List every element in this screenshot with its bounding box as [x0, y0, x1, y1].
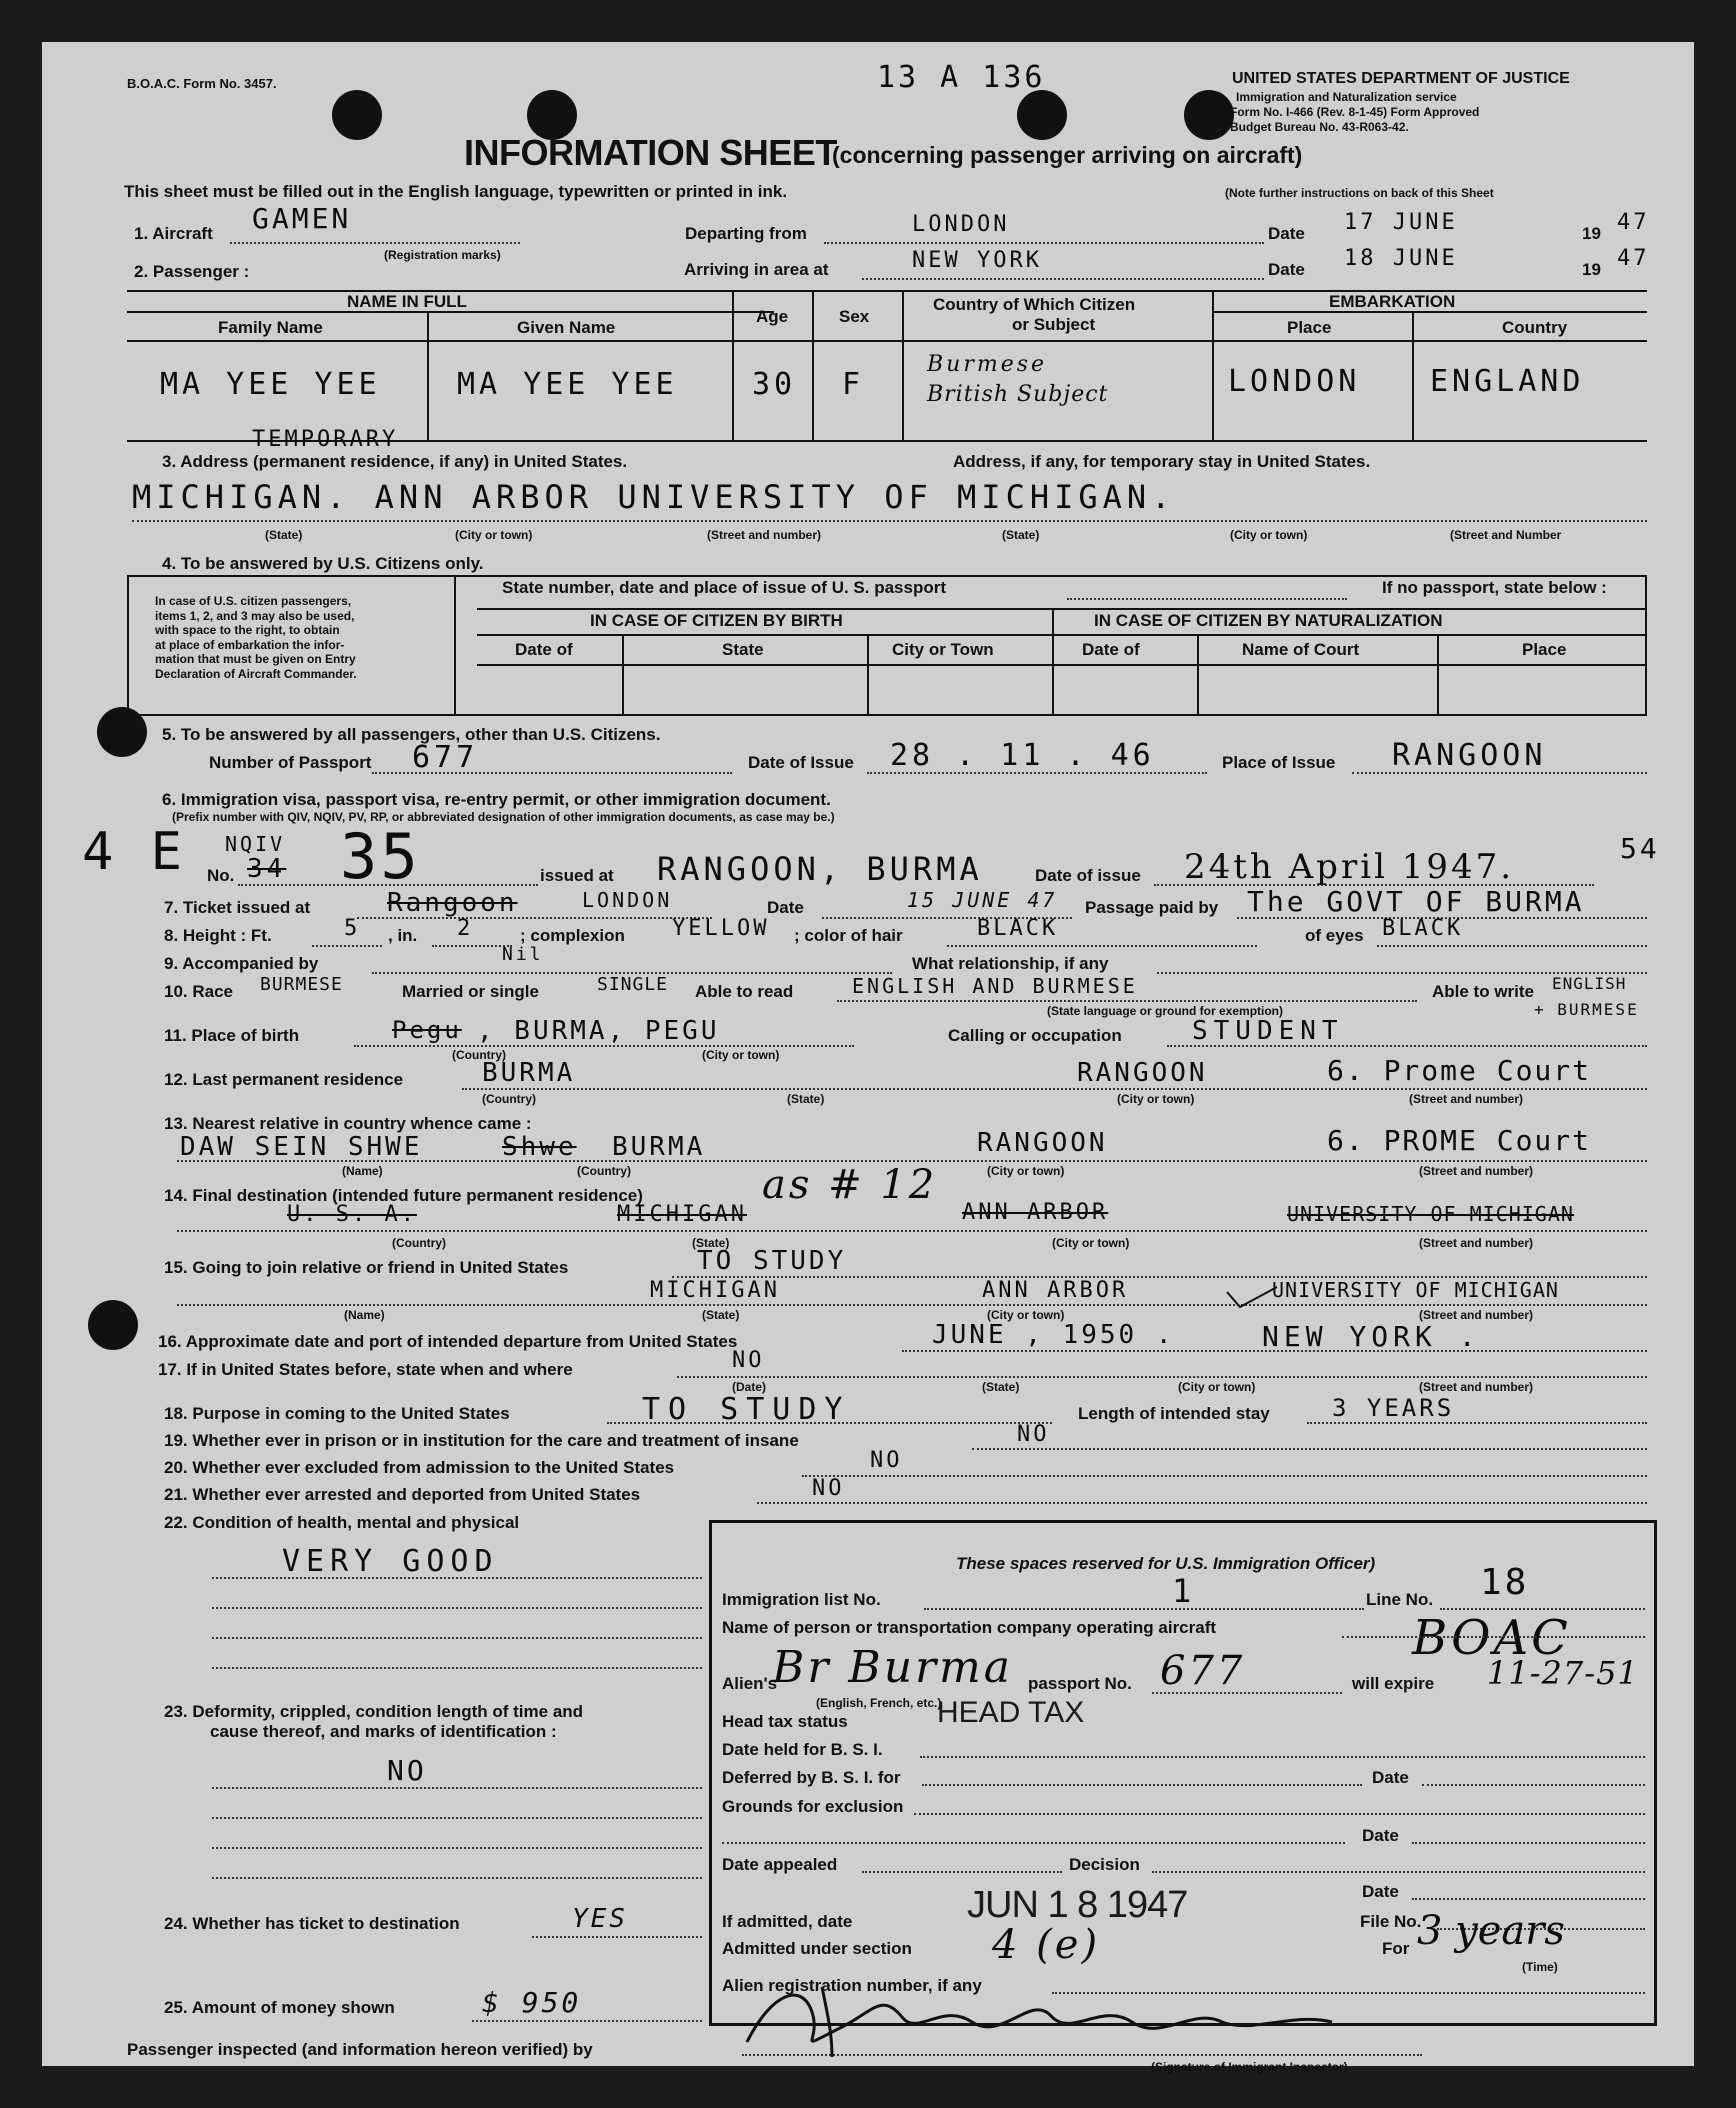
- issued-at-value: RANGOON, BURMA: [657, 850, 983, 888]
- sub-state: (State): [982, 1380, 1020, 1394]
- decision-date-label: Date: [1362, 1882, 1399, 1901]
- prison-label: 19. Whether ever in prison or in institution for the care and treatment of insane: [164, 1431, 799, 1450]
- grounds-date-label: Date: [1362, 1826, 1399, 1845]
- aircraft-label: 1. Aircraft: [134, 224, 213, 243]
- header-age: Age: [756, 307, 789, 326]
- punch-hole: [332, 90, 382, 140]
- agency-line: Immigration and Naturalization service: [1236, 90, 1457, 104]
- last-residence-street: 6. Prome Court: [1327, 1054, 1592, 1087]
- married-value: SINGLE: [597, 974, 669, 995]
- held-label: Date held for B. S. I.: [722, 1740, 883, 1759]
- address-label: 3. Address (permanent residence, if any) in United States.: [162, 452, 628, 471]
- birth-header: IN CASE OF CITIZEN BY BIRTH: [590, 611, 843, 630]
- arr-year: 47: [1617, 246, 1650, 271]
- sub-street: (Street and number): [707, 528, 822, 542]
- col-date-of: Date of: [515, 640, 573, 659]
- sub-city: (City or town): [1178, 1380, 1256, 1394]
- birth-value: , BURMA, PEGU: [477, 1016, 720, 1046]
- eyes-label: of eyes: [1305, 926, 1364, 945]
- sub-city: (City or town): [1117, 1092, 1195, 1106]
- arriving-label: Arriving in area at: [684, 260, 829, 279]
- birth-sub-city: (City or town): [702, 1048, 780, 1062]
- issue-date-value: 28 . 11 . 46: [890, 738, 1155, 773]
- read-label: Able to read: [695, 982, 794, 1001]
- issued-at-label: issued at: [540, 866, 614, 885]
- citizen-value-2: British Subject: [927, 382, 1109, 407]
- visa-date-label: Date of issue: [1035, 866, 1141, 885]
- section-label: Admitted under section: [722, 1939, 912, 1958]
- section-value: 4 (e): [992, 1922, 1101, 1968]
- deformity-label-2: cause thereof, and marks of identification :: [210, 1722, 557, 1741]
- col-name-of-court: Name of Court: [1242, 640, 1360, 659]
- language-sublabel: (English, French, etc.): [816, 1696, 942, 1710]
- sub-street: (Street and number): [1419, 1308, 1534, 1322]
- ticket-value: LONDON: [582, 888, 673, 912]
- punch-hole: [88, 1300, 138, 1350]
- registration-label: (Registration marks): [384, 248, 501, 262]
- destination-city: ANN ARBOR: [962, 1200, 1109, 1225]
- departure-value: JUNE , 1950 .: [932, 1320, 1175, 1350]
- header-place: Place: [1287, 318, 1332, 337]
- expire-value: 11-27-51: [1487, 1654, 1639, 1692]
- accompanied-label: 9. Accompanied by: [164, 954, 319, 973]
- others-label: 5. To be answered by all passengers, other than U.S. Citizens.: [162, 725, 661, 744]
- arr-date-label: Date: [1268, 260, 1305, 279]
- calling-value: STUDENT: [1192, 1016, 1344, 1046]
- purpose-label: 18. Purpose in coming to the United States: [164, 1404, 510, 1423]
- birth-label: 11. Place of birth: [164, 1026, 300, 1045]
- header-country-citizen: Country of Which Citizen: [933, 295, 1136, 314]
- col-state: State: [722, 640, 764, 659]
- join-label: 15. Going to join relative or friend in United States: [164, 1258, 569, 1277]
- departing-value: LONDON: [912, 212, 1010, 237]
- time-sublabel: (Time): [1522, 1960, 1558, 1974]
- money-label: 25. Amount of money shown: [164, 1998, 395, 2017]
- aliens-label: Alien's: [722, 1674, 778, 1693]
- join-value: TO STUDY: [697, 1246, 847, 1276]
- relative-country: BURMA: [612, 1132, 706, 1162]
- visa-label: 6. Immigration visa, passport visa, re-entry permit, or other immigration document.: [162, 790, 831, 809]
- naturalization-header: IN CASE OF CITIZEN BY NATURALIZATION: [1094, 611, 1443, 630]
- col-city-or-town: City or Town: [892, 640, 994, 659]
- citizens-note: In case of U.S. citizen passengers, items 1, 2, and 3 may also be used, with space to the right, to obtain at place of embarkation the infor- mation that must be given on Entry Declaration of Aircraft Commander.: [155, 594, 357, 681]
- passage-value: The GOVT OF BURMA: [1247, 885, 1585, 918]
- header-name-in-full: NAME IN FULL: [347, 292, 467, 311]
- relative-label: 13. Nearest relative in country whence came :: [164, 1114, 532, 1133]
- health-label: 22. Condition of health, mental and physical: [164, 1513, 520, 1532]
- passport-number-label: Number of Passport: [209, 753, 372, 772]
- visa-sublabel: (Prefix number with QIV, NQIV, PV, RP, or abbreviated designation of other immigration documents, as case may be.): [172, 810, 835, 824]
- expire-label: will expire: [1352, 1674, 1435, 1693]
- last-residence-country: BURMA: [482, 1058, 576, 1088]
- visa-margin-note: 4 E: [82, 822, 185, 882]
- sub-name: (Name): [342, 1164, 383, 1178]
- line-value: 18: [1480, 1562, 1530, 1603]
- sub-city: (City or town): [455, 528, 533, 542]
- prison-value: NO: [1017, 1422, 1050, 1447]
- hair-label: ; color of hair: [794, 926, 903, 945]
- ticket-label: 7. Ticket issued at: [164, 898, 311, 917]
- sub-street: (Street and number): [1419, 1236, 1534, 1250]
- height-in-value: 2: [457, 916, 474, 941]
- punch-hole: [1017, 90, 1067, 140]
- line-label: Line No.: [1366, 1590, 1434, 1609]
- relationship-label: What relationship, if any: [912, 954, 1109, 973]
- form-id: B.O.A.C. Form No. 3457.: [127, 76, 277, 91]
- address-label-right: Address, if any, for temporary stay in United States.: [953, 452, 1371, 471]
- file-label: File No.: [1360, 1912, 1422, 1931]
- race-value: BURMESE: [260, 974, 343, 995]
- sub-state: (State): [265, 528, 303, 542]
- destination-street: UNIVERSITY OF MICHIGAN: [1287, 1202, 1574, 1226]
- join-city: ANN ARBOR: [982, 1278, 1129, 1303]
- money-value: $ 950: [482, 1986, 582, 2019]
- sub-city: (City or town): [987, 1308, 1065, 1322]
- birth-struck: Pegu: [392, 1016, 462, 1044]
- birth-sub-country: (Country): [452, 1048, 506, 1062]
- age-value: 30: [752, 367, 797, 402]
- headtax-label: Head tax status: [722, 1712, 848, 1731]
- destination-label: 14. Final destination (intended future permanent residence): [164, 1186, 643, 1205]
- list-value: 1: [1172, 1572, 1195, 1610]
- state-number-label: State number, date and place of issue of U. S. passport: [502, 578, 946, 597]
- year-prefix: 19: [1582, 224, 1601, 243]
- sub-country: (Country): [482, 1092, 536, 1106]
- temporary-handwritten: TEMPORARY: [252, 427, 399, 452]
- agency-line: Form No. I-466 (Rev. 8-1-45) Form Approved: [1230, 105, 1480, 119]
- form-subtitle: (concerning passenger arriving on aircraft): [832, 142, 1303, 168]
- header-embarkation: EMBARKATION: [1329, 292, 1456, 311]
- issue-date-label: Date of Issue: [748, 753, 854, 772]
- relative-struck: Shwe: [502, 1132, 577, 1162]
- arrested-label: 21. Whether ever arrested and deported from United States: [164, 1485, 641, 1504]
- decision-label: Decision: [1069, 1855, 1140, 1874]
- excluded-label: 20. Whether ever excluded from admission to the United States: [164, 1458, 675, 1477]
- join-state: MICHIGAN: [650, 1278, 780, 1303]
- ticket-struck: Rangoon: [387, 888, 518, 918]
- headtax-stamp: HEAD TAX: [937, 1696, 1085, 1729]
- citizens-label: 4. To be answered by U.S. Citizens only.: [162, 554, 484, 573]
- read-sublabel: (State language or ground for exemption): [1047, 1004, 1284, 1018]
- sub-city: (City or town): [987, 1164, 1065, 1178]
- sex-value: F: [842, 367, 865, 402]
- sub-date: (Date): [732, 1380, 767, 1394]
- instruction: This sheet must be filled out in the English language, typewritten or printed in ink.: [124, 182, 788, 201]
- visa-corner-number: 54: [1620, 832, 1660, 865]
- eyes-value: BLACK: [1382, 916, 1464, 941]
- agency-title: UNITED STATES DEPARTMENT OF JUSTICE: [1232, 70, 1570, 87]
- signature-label: (Signature of Immigrant Inspector): [1151, 2060, 1348, 2074]
- passport-no-value: 677: [1160, 1648, 1246, 1694]
- height-in-label: , in.: [388, 926, 418, 945]
- height-label: 8. Height : Ft.: [164, 926, 272, 945]
- stay-label: Length of intended stay: [1078, 1404, 1270, 1423]
- before-label: 17. If in United States before, state when and where: [158, 1360, 573, 1379]
- citizen-value: Burmese: [927, 352, 1048, 377]
- race-label: 10. Race: [164, 982, 233, 1001]
- write-value: ENGLISH: [1552, 974, 1627, 993]
- purpose-value: TO STUDY: [642, 1392, 851, 1427]
- note: (Note further instructions on back of this Sheet: [1225, 186, 1494, 200]
- sub-country: (Country): [577, 1164, 631, 1178]
- visa-number-value: 35: [340, 820, 421, 893]
- passenger-label: 2. Passenger :: [134, 262, 250, 281]
- dep-year: 47: [1617, 210, 1650, 235]
- last-residence-label: 12. Last permanent residence: [164, 1070, 404, 1089]
- dep-date-value: 17 JUNE: [1344, 210, 1458, 235]
- handwritten-reference: 13 A 136: [877, 60, 1046, 95]
- read-value: ENGLISH AND BURMESE: [852, 974, 1138, 998]
- officer-box-title: These spaces reserved for U.S. Immigration Officer): [956, 1554, 1376, 1573]
- punch-hole: [1184, 90, 1234, 140]
- header-country-subject: or Subject: [1012, 315, 1096, 334]
- dep-date-label: Date: [1268, 224, 1305, 243]
- ticket-date-label: Date: [767, 898, 804, 917]
- health-value: VERY GOOD: [282, 1544, 499, 1579]
- accompanied-value: Nil: [502, 944, 544, 965]
- header-given-name: Given Name: [517, 318, 616, 337]
- sub-state: (State): [1002, 528, 1040, 542]
- arriving-value: NEW YORK: [912, 248, 1042, 273]
- embark-place-value: LONDON: [1228, 364, 1361, 399]
- stay-value: 3 YEARS: [1332, 1394, 1455, 1422]
- alien-registration-label: Alien registration number, if any: [722, 1976, 982, 1995]
- header-family-name: Family Name: [218, 318, 323, 337]
- relative-city: RANGOON: [977, 1128, 1108, 1158]
- agency-line: Budget Bureau No. 43-R063-42.: [1230, 120, 1409, 134]
- write-value-2: + BURMESE: [1534, 1000, 1639, 1019]
- complexion-label: ; complexion: [520, 926, 625, 945]
- admitted-date-stamp: JUN 1 8 1947: [967, 1884, 1188, 1926]
- sub-state: (State): [692, 1236, 730, 1250]
- passage-label: Passage paid by: [1085, 898, 1219, 917]
- ticket-destination-label: 24. Whether has ticket to destination: [164, 1914, 460, 1933]
- visa-date-value: 24th April 1947.: [1184, 847, 1515, 887]
- calling-label: Calling or occupation: [948, 1026, 1122, 1045]
- passport-number-value: 677: [412, 740, 479, 775]
- join-street: UNIVERSITY OF MICHIGAN: [1272, 1278, 1559, 1302]
- ticket-date-value: 15 JUNE 47: [907, 888, 1058, 912]
- visa-struck-number: 34: [247, 854, 287, 884]
- departing-label: Departing from: [685, 224, 807, 243]
- sub-city: (City or town): [1230, 528, 1308, 542]
- aircraft-value: GAMEN: [252, 202, 352, 235]
- deferred-label: Deferred by B. S. I. for: [722, 1768, 901, 1787]
- list-label: Immigration list No.: [722, 1590, 881, 1609]
- embark-country-value: ENGLAND: [1430, 364, 1585, 399]
- relative-name: DAW SEIN SHWE: [180, 1132, 423, 1162]
- last-residence-city: RANGOON: [1077, 1058, 1208, 1088]
- given-name-value: MA YEE YEE: [457, 367, 678, 402]
- destination-state: MICHIGAN: [617, 1202, 747, 1227]
- for-value: 3 years: [1417, 1908, 1565, 1954]
- place-of-issue-label: Place of Issue: [1222, 753, 1336, 772]
- col-place: Place: [1522, 640, 1567, 659]
- check-mark: [1222, 1282, 1282, 1312]
- information-sheet: [42, 42, 1694, 2074]
- deformity-value: NO: [387, 1754, 427, 1787]
- sub-country: (Country): [392, 1236, 446, 1250]
- write-label: Able to write: [1432, 982, 1535, 1001]
- sub-city: (City or town): [1052, 1236, 1130, 1250]
- visa-no-label: No.: [207, 866, 235, 885]
- sub-state: (State): [702, 1308, 740, 1322]
- appealed-label: Date appealed: [722, 1855, 838, 1874]
- aliens-value: Br Burma: [772, 1642, 1014, 1693]
- header-country: Country: [1502, 318, 1568, 337]
- sub-street: (Street and Number: [1450, 528, 1562, 542]
- no-passport-label: If no passport, state below :: [1382, 578, 1607, 597]
- address-value: MICHIGAN. ANN ARBOR UNIVERSITY OF MICHIGAN.: [132, 478, 1176, 516]
- for-label: For: [1382, 1939, 1410, 1958]
- company-value: BOAC: [1412, 1610, 1571, 1666]
- family-name-value: MA YEE YEE: [160, 367, 381, 402]
- ticket-destination-value: YES: [572, 1904, 628, 1934]
- destination-note: as # 12: [762, 1162, 938, 1208]
- relative-street: 6. PROME Court: [1327, 1124, 1592, 1157]
- height-ft-value: 5: [344, 916, 361, 941]
- arr-date-value: 18 JUNE: [1344, 246, 1458, 271]
- destination-country: U. S. A.: [287, 1202, 417, 1227]
- complexion-value: YELLOW: [672, 916, 770, 941]
- visa-prefix: NQIV: [225, 832, 286, 856]
- passport-no-label: passport No.: [1028, 1674, 1132, 1693]
- married-label: Married or single: [402, 982, 539, 1001]
- sub-street: (Street and number): [1409, 1092, 1524, 1106]
- company-label: Name of person or transportation company operating aircraft: [722, 1618, 1217, 1637]
- departure-port: NEW YORK .: [1262, 1320, 1481, 1353]
- hair-value: BLACK: [977, 916, 1059, 941]
- deferred-date-label: Date: [1372, 1768, 1409, 1787]
- inspected-label: Passenger inspected (and information hereon verified) by: [127, 2040, 593, 2059]
- sub-name: (Name): [344, 1308, 385, 1322]
- before-value: NO: [732, 1348, 765, 1373]
- arrested-value: NO: [812, 1476, 845, 1501]
- form-title: INFORMATION SHEET: [464, 132, 837, 173]
- grounds-label: Grounds for exclusion: [722, 1797, 904, 1816]
- departure-label: 16. Approximate date and port of intended departure from United States: [158, 1332, 738, 1351]
- admitted-label: If admitted, date: [722, 1912, 853, 1931]
- excluded-value: NO: [870, 1448, 903, 1473]
- place-of-issue-value: RANGOON: [1392, 738, 1547, 773]
- col-date-of: Date of: [1082, 640, 1140, 659]
- header-sex: Sex: [839, 307, 870, 326]
- sub-state: (State): [787, 1092, 825, 1106]
- year-prefix: 19: [1582, 260, 1601, 279]
- sub-street: (Street and number): [1419, 1380, 1534, 1394]
- sub-street: (Street and number): [1419, 1164, 1534, 1178]
- deformity-label: 23. Deformity, crippled, condition length of time and: [164, 1702, 584, 1721]
